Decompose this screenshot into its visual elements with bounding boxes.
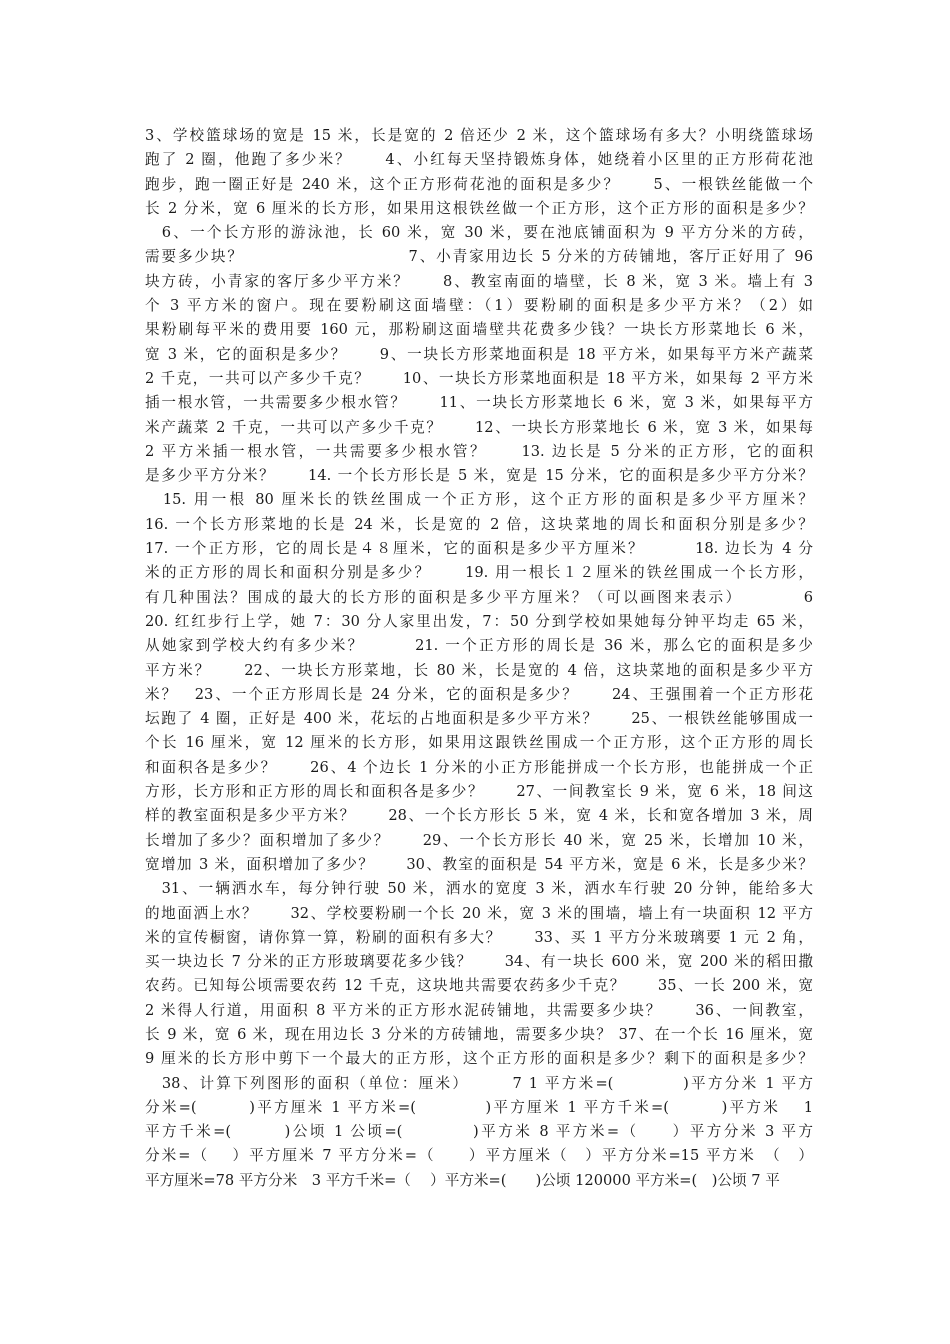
text-line: 跑步，跑一圈正好是 240 米，这个正方形荷花池的面积是多少？ 5、一根铁丝能做一个 [145,175,813,193]
text-line: 15. 用一根 80 厘米长的铁丝围成一个正方形，这个正方形的面积是多少平方厘米？ [145,491,813,509]
text-line: 有几种围法？围成的最大的长方形的面积是多少平方厘米？（可以画图来表示） 6 [145,588,813,606]
text-line: 米的正方形的周长和面积分别是多少？ 19. 用一根长１２厘米的铁丝围成一个长方形， [145,564,813,582]
text-line: 长 2 分米，宽 6 厘米的长方形，如果用这根铁丝做一个正方形，这个正方形的面积是多少？ [145,199,813,217]
text-line: 6、一个长方形的游泳池，长 60 米，宽 30 米，要在池底铺面积为 9 平方分米的方砖， [145,224,813,242]
text-line: 是多少平方分米？ 14. 一个长方形长是 5 米，宽是 15 分米，它的面积是多少平方分米？ [145,467,813,485]
text-line: 米？ 23、一个正方形周长是 24 分米，它的面积是多少？ 24、王强围着一个正方形花 [145,685,813,703]
text-line: 2 平方米插一根水管，一共需要多少根水管？ 13. 边长是 5 分米的正方形，它的面积 [145,442,813,460]
text-line: 米产蔬菜 2 千克，一共可以产多少千克？ 12、一块长方形菜地长 6 米，宽 3 米，如果每 [145,418,813,436]
text-line: 从她家到学校大约有多少米？ 21. 一个正方形的周长是 36 米，那么它的面积是多少 [145,637,813,655]
text-line: 3、学校篮球场的宽是 15 米，长是宽的 2 倍还少 2 米，这个篮球场有多大？小明绕篮球场 [145,127,813,144]
text-line: 长 9 米，宽 6 米，现在用边长 3 分米的方砖铺地，需要多少块？ 37、在一个长 16 厘米，宽 [145,1025,813,1043]
problem-text-block [145,124,813,1193]
text-line: 31、一辆洒水车，每分钟行驶 50 米，洒水的宽度 3 米，洒水车行驶 20 分钟，能给多大 [145,880,813,898]
text-line: 跑了 2 圈，他跑了多少米？ 4、小红每天坚持锻炼身体，她绕着小区里的正方形荷花池 [145,151,813,169]
text-line: 长增加了多少？面积增加了多少？ 29、一个长方形长 40 米，宽 25 米，长增加 10 米， [145,831,813,849]
text-line: 米的宣传橱窗，请你算一算，粉刷的面积有多大？ 33、买 1 平方分米玻璃要 1 元 2 角， [145,928,813,946]
text-line: 的地面洒上水？ 32、学校要粉刷一个长 20 米，宽 3 米的围墙，墙上有一块面积 12 平方 [145,904,813,922]
text-line: 方形，长方形和正方形的周长和面积各是多少？ 27、一间教室长 9 米，宽 6 米，18 间这 [145,783,813,801]
text-line: 个长 16 厘米，宽 12 厘米的长方形，如果用这跟铁丝围成一个正方形，这个正方形的周长 [145,734,813,752]
text-line: 块方砖，小青家的客厅多少平方米？ 8、教室南面的墙壁，长 8 米，宽 3 米。墙上有 3 [145,272,813,290]
text-line: 农药。已知每公顷需要农药 12 千克，这块地共需要农药多少千克？ 35、一长 200 米，宽 [145,977,813,995]
text-line: 宽 3 米，它的面积是多少？ 9、一块长方形菜地面积是 18 平方米，如果每平方米产蔬菜 [145,345,813,363]
text-line: 38、计算下列图形的面积（单位：厘米） 7 1 平方米=( )平方分米 1 平方 [145,1074,813,1092]
text-line: 需要多少块？ 7、小青家用边长 5 分米的方砖铺地，客厅正好用了 96 [145,248,813,266]
text-line: 分米=( )平方厘米 1 平方米=( )平方厘米 1 平方千米=( )平方米 1 [145,1098,813,1116]
text-line: 插一根水管，一共需要多少根水管？ 11、一块长方形菜地长 6 米，宽 3 米，如果每平方 [145,394,813,412]
text-line: 买一块边长 7 分米的正方形玻璃要花多少钱？ 34、有一块长 600 米，宽 200 米的稻田撒 [145,953,813,971]
text-line: 2 米得人行道，用面积 8 平方米的正方形水泥砖铺地，共需要多少块？ 36、一间教室， [145,1001,813,1019]
text-line: 分米=（ ）平方厘米 7 平方分米=（ ）平方厘米（ ）平方分米=15 平方米 （ ） [145,1147,813,1165]
text-line: 平方厘米=78 平方分米 3 平方千米=（ ）平方米=( )公顷 120000 平方米=( )公顷 7 平 [145,1171,780,1189]
text-line: 个 3 平方米的窗户。现在要粉刷这面墙壁：（1）要粉刷的面积是多少平方米？（2）如 [145,297,813,315]
text-line: 9 厘米的长方形中剪下一个最大的正方形，这个正方形的面积是多少？剩下的面积是多少？ [145,1050,813,1068]
text-line: 和面积各是多少？ 26、4 个边长 1 分米的小正方形能拼成一个长方形，也能拼成一个正 [145,758,813,776]
text-line: 2 千克，一共可以产多少千克？ 10、一块长方形菜地面积是 18 平方米，如果每 2 平方米 [145,369,813,387]
text-line: 20. 红红步行上学，她 7：30 分人家里出发，7：50 分到学校如果她每分钟平均走 65 米， [145,612,813,630]
text-line: 果粉刷每平米的费用要 160 元，那粉刷这面墙壁共花费多少钱？一块长方形菜地长 6 米， [145,321,813,339]
text-line: 坛跑了 4 圈，正好是 400 米，花坛的占地面积是多少平方米？ 25、一根铁丝能够围成一 [145,710,813,728]
text-line: 宽增加 3 米，面积增加了多少？ 30、教室的面积是 54 平方米，宽是 6 米，长是多少米？ [145,855,813,873]
text-line: 16. 一个长方形菜地的长是 24 米，长是宽的 2 倍，这块菜地的周长和面积分别是多少？ [145,515,813,533]
text-line: 平方千米=( )公顷 1 公顷=( )平方米 8 平方米=（ ）平方分米 3 平方 [145,1123,813,1141]
text-line: 17. 一个正方形，它的周长是４８厘米，它的面积是多少平方厘米？ 18. 边长为 4 分 [145,540,813,558]
text-line: 样的教室面积是多少平方米？ 28、一个长方形长 5 米，宽 4 米，长和宽各增加 3 米，周 [145,807,813,825]
text-line: 平方米？ 22、一块长方形菜地，长 80 米，长是宽的 4 倍，这块菜地的面积是多少平方 [145,661,813,679]
